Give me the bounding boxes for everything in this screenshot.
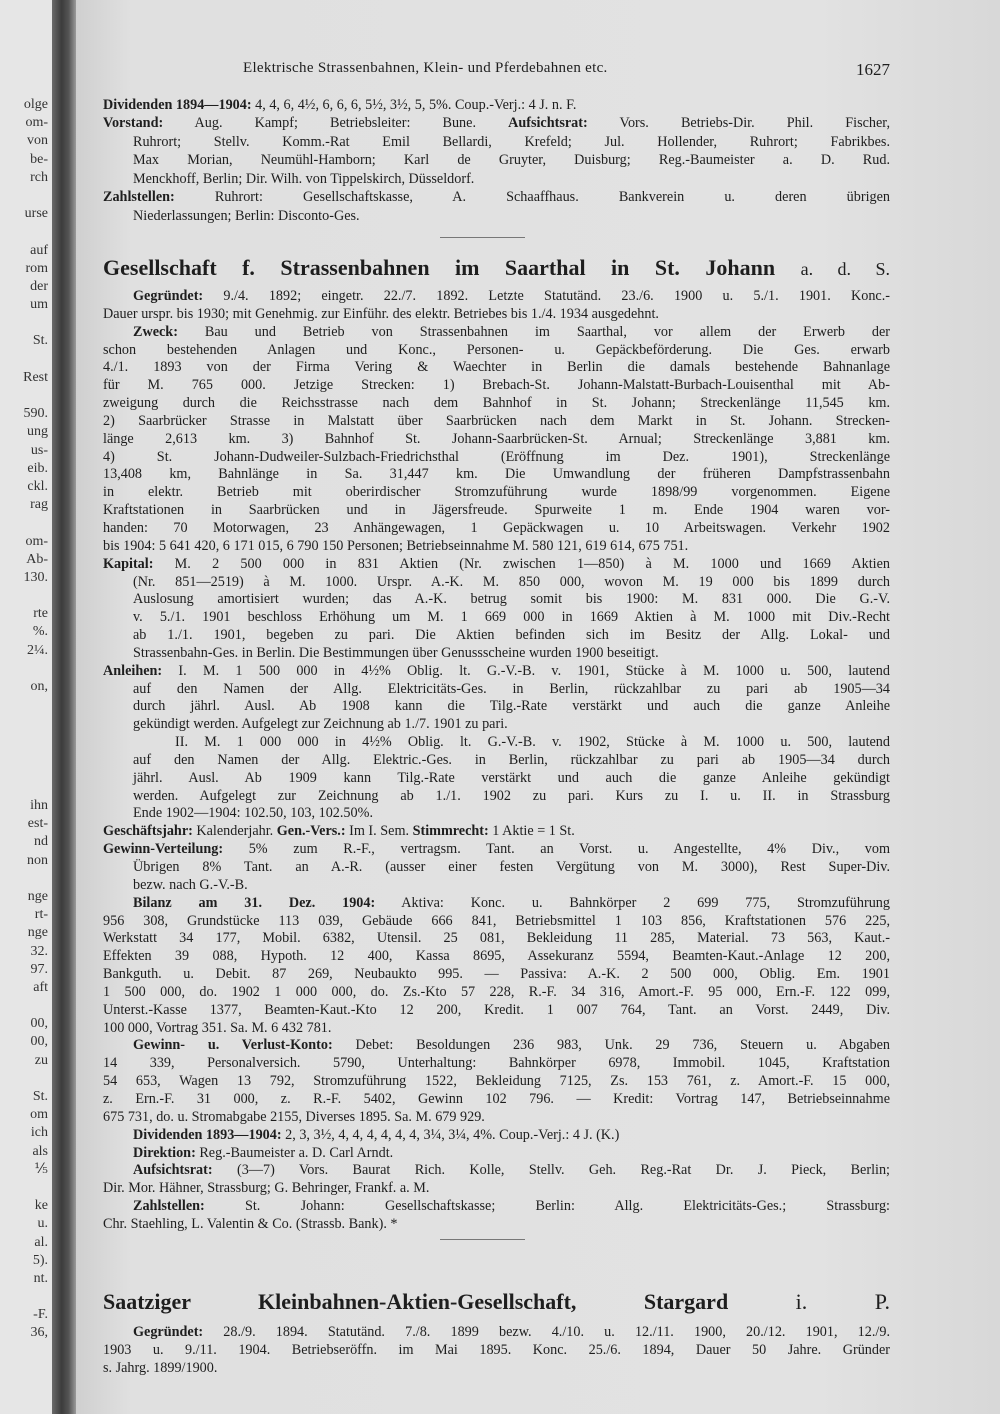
text-line: [103, 1162, 890, 1180]
margin-fragment: [0, 587, 48, 605]
margin-fragment: -F.: [33, 1307, 48, 1323]
text-line: [103, 556, 890, 574]
text-run: Niederlassungen; Berlin: Disconto-Ges.: [133, 207, 360, 224]
section-label: Dividenden 1894—1904:: [103, 97, 252, 113]
text-line: [103, 1341, 890, 1359]
text-line: [103, 645, 890, 663]
text-run: v. 5./1. 1901 beschloss Erhöhung um M. 1 669 000 in 1669 Aktien à M. 1000 mit Div.-Recht: [133, 609, 890, 626]
text-run: 4./1. 1893 von der Firma Vering & Waechter in Berlin die damals bestehende Bahnanlage: [103, 359, 890, 376]
entry-body-saatziger: [103, 1323, 890, 1377]
text-line: [103, 788, 890, 806]
text-run: Ruhrort: Gesellschaftskasse, A. Schaaffhaus. Bankverein u. deren übrigen: [174, 189, 890, 206]
book-gutter: [52, 0, 76, 1414]
margin-fragment: 590.: [23, 406, 48, 422]
text-run: Im I. Sem.: [345, 823, 413, 840]
text-line: [103, 930, 890, 948]
running-header: [103, 60, 890, 82]
margin-fragment: nd: [34, 834, 48, 850]
text-run: 100 000, Vortrag 351. Sa. M. 6 432 781.: [103, 1019, 332, 1036]
margin-fragment: [0, 1288, 48, 1306]
text-line: [103, 681, 890, 699]
section-label: Aufsichtsrat:: [508, 115, 588, 132]
section-label: Zweck:: [133, 323, 178, 340]
text-line: [103, 520, 890, 538]
text-line: [103, 377, 890, 395]
text-line: [103, 913, 890, 931]
text-run: 1 500 000, do. 1902 1 000 000, do. Zs.-Kto 57 228, R.-F. 34 316, Amort.-F. 95 000, Ern.-F. 122 099,: [103, 983, 890, 1000]
text-run: Debet: Besoldungen 236 983, Unk. 29 736, Steuern u. Abgaben: [332, 1037, 890, 1054]
text-run: 2) Saarbrücker Strasse in Malstatt über Saarbrücken nach dem Markt in St. Johann. Strecken-: [103, 412, 890, 429]
text-line: [103, 1359, 890, 1377]
previous-entry-continuation: [103, 96, 890, 225]
section-label: Gegründet:: [133, 1324, 204, 1340]
entry-title-saatziger: [103, 1289, 890, 1315]
text-run: ab 1./1. 1901, begeben zu pari. Die Aktien befinden sich im Besitz der Allg. Lokal- und: [133, 627, 890, 644]
margin-fragment: 00,: [30, 1034, 48, 1050]
text-run: Kalenderjahr.: [192, 823, 277, 840]
text-run: s. Jahrg. 1899/1900.: [103, 1360, 218, 1376]
margin-fragment: [0, 314, 48, 332]
text-line: [103, 1091, 890, 1109]
text-line: [103, 984, 890, 1002]
text-run: 5% zum R.-F., vertragsm. Tant. an Vorst. u. Angestellte, 4% Div., vom: [223, 841, 890, 858]
margin-fragment: von: [27, 133, 48, 149]
margin-fragment: 36,: [30, 1325, 48, 1341]
running-title: Elektrische Strassenbahnen, Klein- und Pferdebahnen etc.: [243, 60, 608, 76]
section-label: Bilanz am 31. Dez. 1904:: [133, 894, 376, 911]
margin-fragment: [0, 351, 48, 369]
margin-fragment: ke: [34, 1198, 48, 1214]
entry-title-text: Gesellschaft f. Strassenbahnen im Saarthal in St. Johann: [103, 255, 776, 280]
margin-fragment: 32.: [30, 943, 48, 959]
text-run: 14 339, Personalversich. 5790, Unterhaltung: Bahnkörper 6978, Immobil. 1045, Kraftstation: [103, 1055, 890, 1072]
text-run: in elektr. Betrieb mit oberirdischer Stromzuführung wurde 1898/99 vorgenommen. Eigene: [103, 484, 890, 501]
margin-fragment: der: [30, 278, 48, 294]
text-run: durch jährl. Ausl. Ab 1908 kann die Tilg.-Rate verstärkt und auch die ganze Anleihe: [133, 698, 890, 715]
margin-fragment: [0, 223, 48, 241]
margin-fragment: om: [30, 1107, 48, 1123]
text-run: 2, 3, 3½, 4, 4, 4, 4, 4, 4, 3¼, 3¼, 4%. Coup.-Verj.: 4 J. (K.): [281, 1126, 620, 1143]
text-run: jährl. Ausl. Ab 1909 kann Tilg.-Rate verstärkt und auch die ganze Anleihe gekündigt: [133, 769, 890, 786]
text-run: 4, 4, 6, 4½, 6, 6, 6, 5½, 3½, 5, 5%. Coup.-Verj.: 4 J. n. F.: [251, 97, 577, 113]
section-label: Dividenden 1893—1904:: [133, 1126, 282, 1143]
margin-fragment: rte: [33, 606, 48, 622]
section-label: Direktion:: [133, 1144, 196, 1161]
margin-fragment: [0, 997, 48, 1015]
entry-title-suffix: a. d. S.: [800, 259, 891, 279]
text-run: 9./4. 1892; eingetr. 22./7. 1892. Letzte Statutänd. 23./6. 1900 u. 5./1. 1901. Konc.-: [203, 288, 890, 304]
text-run: Max Morian, Neumühl-Hamborn; Karl de Gruyter, Duisburg; Reg.-Baumeister a. D. Rud.: [133, 152, 890, 169]
margin-fragment: [0, 870, 48, 888]
text-line: [103, 948, 890, 966]
text-run: 13,408 km, Bahnlänge in Sa. 31,447 km. Die Umwandlung der früheren Dampfstrassenbahn: [103, 466, 890, 483]
text-run: St. Johann: Gesellschaftskasse; Berlin: Allg. Elektricitäts-Ges.; Strassburg:: [204, 1198, 890, 1215]
section-label: Zahlstellen:: [103, 189, 175, 206]
text-line: [103, 96, 890, 114]
margin-fragment: on,: [30, 679, 48, 694]
margin-fragment: auf: [30, 242, 48, 258]
text-line: [103, 342, 890, 360]
text-line: [103, 574, 890, 592]
text-line: [103, 1145, 890, 1163]
text-line: [103, 207, 890, 225]
section-label: Zahlstellen:: [133, 1198, 205, 1215]
text-line: [103, 591, 890, 609]
text-line: [103, 770, 890, 788]
text-run: Dauer urspr. bis 1930; mit Genehmig. zur Einführ. des elektr. Betriebes bis 1./4. 1934 ausgedehnt.: [103, 305, 659, 322]
text-line: [103, 609, 890, 627]
margin-fragment: 130.: [23, 569, 48, 585]
section-label: Gewinn- u. Verlust-Konto:: [133, 1037, 333, 1054]
text-line: [103, 716, 890, 734]
text-line: [103, 663, 890, 681]
text-line: [103, 1020, 890, 1038]
text-line: [103, 752, 890, 770]
text-run: auf den Namen der Allg. Elektric.-Ges. in Berlin, rückzahlbar zu pari ab 1905—34 durch: [133, 751, 890, 768]
text-line: [103, 1216, 890, 1234]
text-line: [103, 170, 890, 188]
text-run: schon bestehenden Anlagen und Konc., Personen- u. Gepäckbeförderung. Die Ges. erwarb: [103, 341, 890, 358]
margin-fragment: aft: [33, 979, 48, 995]
text-line: [103, 859, 890, 877]
text-run: für M. 765 000. Jetzige Strecken: 1) Brebach-St. Johann-Malstatt-Burbach-Louisenthal mit Ab-: [103, 377, 890, 394]
previous-page-fragments-bottom: [0, 797, 48, 1343]
text-run: werden. Aufgelegt zur Zeichnung ab 1./1. 1902 zu pari. Kurs zu I. u. II. in Strassburg: [133, 787, 890, 804]
margin-fragment: nge: [27, 925, 48, 941]
separator-rule: [440, 1239, 525, 1240]
text-line: [103, 395, 890, 413]
text-run: Chr. Staehling, L. Valentin & Co. (Strassb. Bank). *: [103, 1215, 398, 1232]
text-line: [103, 114, 890, 132]
margin-fragment: nt.: [33, 1270, 48, 1286]
margin-fragment: be-: [30, 151, 48, 167]
entry-title-saarthal: [103, 255, 890, 281]
margin-fragment: St.: [32, 333, 48, 349]
text-line: [103, 1073, 890, 1091]
margin-fragment: urse: [24, 206, 48, 222]
margin-fragment: rag: [30, 497, 48, 513]
text-line: [103, 188, 890, 206]
text-line: [103, 805, 890, 823]
text-run: Strassenbahn-Ges. in Berlin. Die Bestimmungen über Genussscheine wurden 1900 beseitigt.: [133, 644, 659, 661]
text-run: (3—7) Vors. Baurat Rich. Kolle, Stellv. Geh. Reg.-Rat Dr. J. Pieck, Berlin;: [212, 1162, 890, 1179]
margin-fragment: [0, 1179, 48, 1197]
text-line: [103, 841, 890, 859]
margin-fragment: om-: [25, 533, 48, 549]
margin-fragment: rom: [25, 260, 48, 276]
margin-fragment: %.: [32, 624, 48, 640]
text-line: [103, 359, 890, 377]
text-run: Aug. Kampf; Betriebsleiter: Bune.: [163, 115, 509, 132]
text-run: II. M. 1 000 000 in 4½% Oblig. lt. G.-V.-B. v. 1902, Stücke à M. 1000 u. 500, lautend: [175, 734, 890, 751]
margin-fragment: est-: [27, 816, 48, 832]
text-run: Kraftstationen in Saarbrücken und in Jägersfreude. Spurweite 1 m. Ende 1904 waren vor-: [103, 502, 890, 519]
text-line: [103, 1109, 890, 1127]
section-label: Aufsichtsrat:: [133, 1162, 213, 1179]
text-line: [103, 431, 890, 449]
text-run: 956 308, Grundstücke 113 039, Gebäude 666 841, Betriebsmittel 1 103 856, Kraftstationen 576 225,: [103, 912, 890, 929]
margin-fragment: 97.: [30, 961, 48, 977]
margin-fragment: als: [32, 1143, 48, 1159]
margin-fragment: rt-: [34, 907, 48, 923]
entry-body-saarthal: [103, 288, 890, 1234]
text-line: [103, 1055, 890, 1073]
section-label: Gegründet:: [133, 288, 204, 304]
text-run: bis 1904: 5 641 420, 6 171 015, 6 790 150 Personen; Betriebseinnahme M. 580 121, 619 614, 675 751.: [103, 537, 689, 554]
text-line: [103, 877, 890, 895]
margin-fragment: St.: [32, 1089, 48, 1104]
text-run: 1903 u. 9./11. 1904. Betriebseröffn. im Mai 1895. Konc. 25./6. 1894, Dauer 50 Jahre. Gründer: [103, 1342, 890, 1358]
section-label: Gen.-Vers.:: [276, 823, 346, 840]
text-line: [103, 484, 890, 502]
text-run: 4) St. Johann-Dudweiler-Sulzbach-Friedrichsthal (Eröffnung im Dez. 1901), Streckenlänge: [103, 448, 890, 465]
margin-fragment: om-: [25, 115, 48, 131]
section-label: Anleihen:: [103, 662, 163, 679]
text-line: [103, 502, 890, 520]
text-line: [103, 895, 890, 913]
margin-fragment: non: [27, 852, 48, 868]
text-run: (Nr. 851—2519) à M. 1000. Urspr. A.-K. M. 850 000, wovon M. 19 000 bis 1899 durch: [133, 573, 890, 590]
text-run: zweigung durch die Reichsstrasse nach dem Bahnhof in St. Johann; Streckenlänge 11,545 km.: [103, 395, 890, 412]
text-run: Unterst.-Kasse 1377, Beamten-Kaut.-Kto 12 200, Kredit. 1 007 764, Tant. an Vorst. 2449, Div.: [103, 1001, 890, 1018]
margin-fragment: [0, 187, 48, 205]
text-run: Effekten 39 088, Hypoth. 12 400, Kassa 8695, Assekuranz 5594, Beamten-Kaut.-Anlage 12 200,: [103, 948, 890, 965]
margin-fragment: [0, 514, 48, 532]
text-run: I. M. 1 500 000 in 4½% Oblig. lt. G.-V.-B. v. 1901, Stücke à M. 1000 u. 500, lautend: [162, 662, 890, 679]
text-run: Dir. Mor. Hähner, Strassburg; G. Behringer, Frankf. a. M.: [103, 1180, 430, 1197]
margin-fragment: ung: [27, 424, 48, 440]
text-line: [103, 1127, 890, 1145]
text-line: [103, 288, 890, 306]
text-run: Auslosung amortisiert wurden; das A.-K. betrug somit bis 1900: M. 831 000. Die G.-V.: [133, 591, 890, 608]
text-run: Werkstatt 34 177, Mobil. 6382, Utensil. 25 081, Bekleidung 11 285, Material. 73 563, Kaut.-: [103, 930, 890, 947]
section-label: Gewinn-Verteilung:: [103, 841, 224, 858]
entry-title-text: Saatziger Kleinbahnen-Aktien-Gesellschaft, Stargard: [103, 1289, 729, 1314]
text-line: [103, 823, 890, 841]
text-run: 54 653, Wagen 13 792, Stromzuführung 1522, Bekleidung 7125, Zs. 153 761, z. Amort.-F. 15 000,: [103, 1073, 890, 1090]
margin-fragment: us-: [30, 442, 48, 458]
margin-fragment: Ab-: [26, 551, 48, 567]
section-label: Vorstand:: [103, 115, 164, 132]
text-run: Bau und Betrieb von Strassenbahnen im Saarthal, vor allem der Erwerb der: [177, 323, 890, 340]
text-line: [103, 627, 890, 645]
section-label: Stimmrecht:: [412, 823, 489, 840]
section-label: Kapital:: [103, 555, 154, 572]
previous-page-edge: [0, 0, 52, 1414]
text-line: [103, 151, 890, 169]
text-run: Aktiva: Konc. u. Bahnkörper 2 699 775, Stromzuführung: [375, 894, 890, 911]
separator-rule: [440, 237, 525, 238]
text-run: auf den Namen der Allg. Elektricitäts-Ges. in Berlin, rückzahlbar zu pari ab 1905—34: [133, 680, 890, 697]
text-line: [103, 1180, 890, 1198]
page-number: 1627: [856, 60, 890, 79]
text-line: [103, 324, 890, 342]
text-line: [103, 449, 890, 467]
text-run: länge 2,613 km. 3) Bahnhof St. Johann-Saarbrücken-St. Arnual; Streckenlänge 3,881 km.: [103, 430, 890, 447]
margin-fragment: zu: [34, 1052, 48, 1068]
margin-fragment: [0, 387, 48, 405]
margin-fragment: 00,: [30, 1016, 48, 1032]
margin-fragment: u.: [37, 1216, 48, 1232]
text-line: [103, 966, 890, 984]
previous-page-fragments-top: [0, 96, 48, 696]
margin-fragment: um: [30, 297, 48, 313]
margin-fragment: ckl.: [27, 478, 48, 494]
text-line: [103, 413, 890, 431]
text-line: [103, 1002, 890, 1020]
margin-fragment: 2¼.: [27, 642, 48, 658]
text-run: bezw. nach G.-V.-B.: [133, 876, 248, 893]
text-line: [103, 734, 890, 752]
margin-fragment: al.: [34, 1234, 48, 1250]
margin-fragment: [0, 1070, 48, 1088]
section-label: Geschäftsjahr:: [103, 823, 193, 840]
text-run: Reg.-Baumeister a. D. Carl Arndt.: [195, 1144, 394, 1161]
margin-fragment: [0, 660, 48, 678]
text-line: [103, 698, 890, 716]
text-run: 28./9. 1894. Statutänd. 7./8. 1899 bezw. 4./10. u. 12./11. 1900, 20./12. 1901, 12./9.: [203, 1324, 890, 1340]
text-run: handen: 70 Motorwagen, 23 Anhängewagen, 1 Gepäckwagen u. 10 Arbeitswagen. Verkehr 1902: [103, 519, 890, 536]
text-run: 1 Aktie = 1 St.: [488, 823, 575, 840]
margin-fragment: eib.: [27, 460, 48, 476]
margin-fragment: ⅕: [34, 1161, 48, 1177]
margin-fragment: nge: [27, 888, 48, 904]
text-line: [103, 1198, 890, 1216]
margin-fragment: ich: [30, 1125, 48, 1141]
margin-fragment: olge: [23, 97, 48, 112]
text-run: Ende 1902—1904: 102.50, 103, 102.50%.: [133, 805, 373, 822]
text-line: [103, 538, 890, 556]
margin-fragment: Rest: [23, 369, 48, 385]
text-line: [103, 306, 890, 324]
margin-fragment: ihn: [30, 798, 48, 813]
text-line: [103, 466, 890, 484]
text-run: M. 2 500 000 in 831 Aktien (Nr. zwischen 1—850) à M. 1000 und 1669 Aktien: [153, 555, 890, 572]
text-run: 675 731, do. u. Stromabgabe 2155, Diverses 1895. Sa. M. 679 929.: [103, 1108, 485, 1125]
text-run: z. Ern.-F. 31 000, z. R.-F. 5402, Gewinn 102 796. — Kredit: Vortrag 147, Betriebseinnahme: [103, 1090, 890, 1107]
margin-fragment: 5).: [32, 1252, 48, 1268]
text-run: Bankguth. u. Debit. 87 269, Neubaukto 995. — Passiva: A.-K. 2 500 000, Oblig. Em. 1901: [103, 966, 890, 983]
text-line: [103, 1323, 890, 1341]
text-run: Übrigen 8% Tant. an A.-R. (ausser einer festen Vergütung von M. 3000), Rest Super-Div.: [133, 859, 890, 875]
margin-fragment: rch: [30, 169, 48, 185]
text-line: [103, 1037, 890, 1055]
text-run: Vors. Betriebs-Dir. Phil. Fischer,: [587, 115, 890, 132]
text-run: Ruhrort; Stellv. Komm.-Rat Emil Bellardi, Krefeld; Jul. Hollender, Ruhrort; Fabrikbes.: [133, 133, 890, 150]
text-run: Menckhoff, Berlin; Dir. Wilh. von Tippelskirch, Düsseldorf.: [133, 170, 475, 187]
entry-title-suffix: i. P.: [795, 1289, 890, 1314]
text-line: [103, 133, 890, 151]
text-run: gekündigt werden. Aufgelegt zur Zeichnung ab 1./7. 1901 zu pari.: [133, 716, 508, 733]
